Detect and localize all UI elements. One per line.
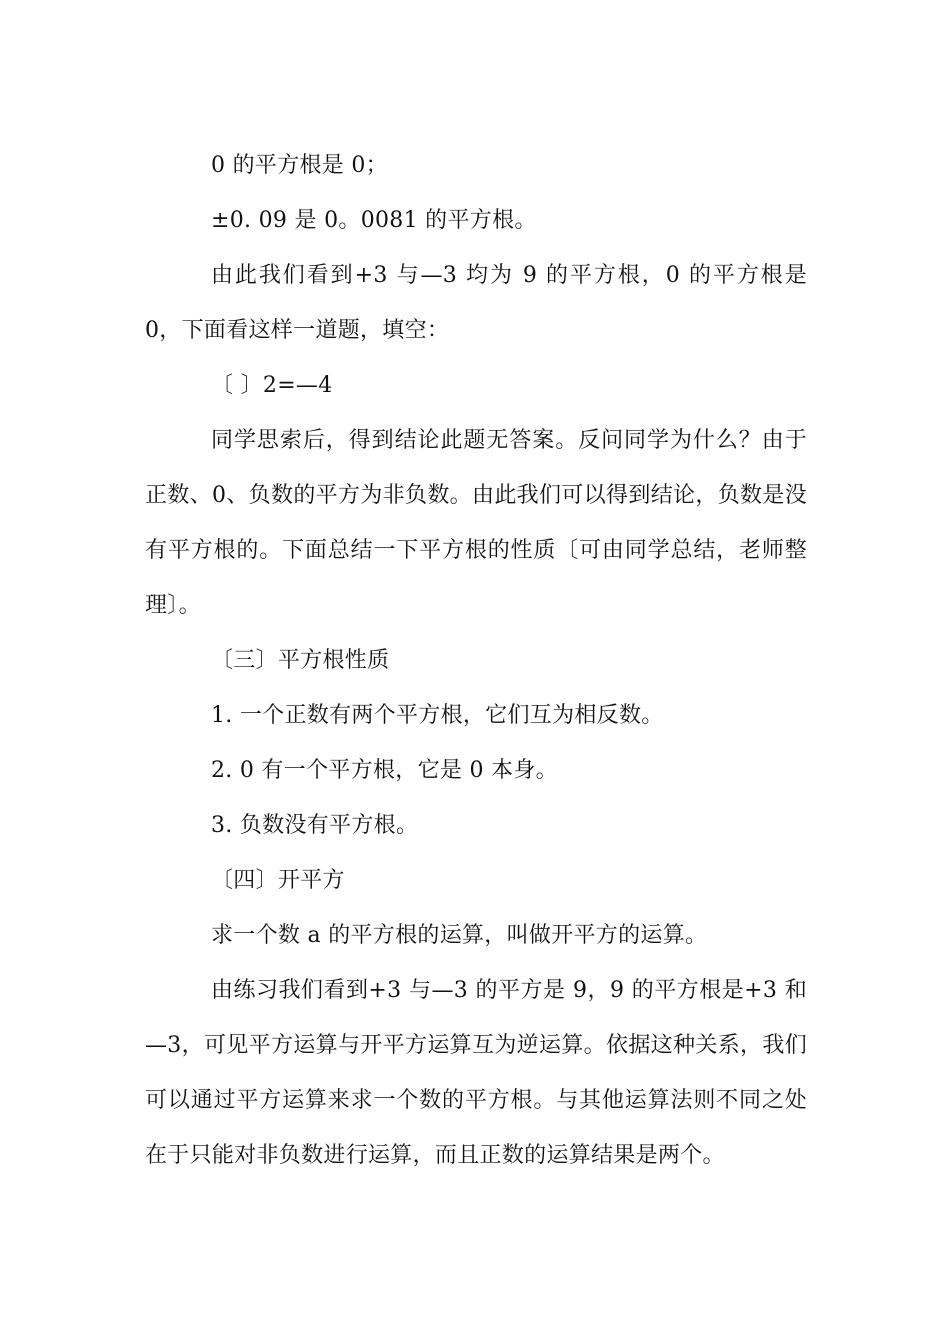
property-item-2: 2. 0 有一个平方根，它是 0 本身。 [211, 758, 558, 783]
section-heading-properties: 〔三〕平方根性质 [211, 648, 390, 673]
paragraph-square-root-of-zero: 0 的平方根是 0； [211, 153, 388, 178]
paragraph-fill-blank: 〔 〕2=—4 [211, 373, 333, 398]
document-body [145, 138, 807, 1183]
paragraph-discussion: 同学思索后，得到结论此题无答案。反问同学为什么？由于正数、0、负数的平方为非负数。由此我们可以得到结论，负数是没有平方根的。下面总结一下平方根的性质〔可由同学总结，老师整理〕。 [145, 428, 807, 618]
paragraph-observation: 由此我们看到+3 与—3 均为 9 的平方根，0 的平方根是 0，下面看这样一道题，填空： [145, 263, 807, 343]
property-item-1: 1. 一个正数有两个平方根，它们互为相反数。 [211, 703, 664, 728]
section-heading-extraction: 〔四〕开平方 [211, 868, 345, 893]
paragraph-definition: 求一个数 a 的平方根的运算，叫做开平方的运算。 [211, 923, 708, 948]
property-item-3: 3. 负数没有平方根。 [211, 813, 419, 838]
paragraph-inverse-operation: 由练习我们看到+3 与—3 的平方是 9，9 的平方根是+3 和—3，可见平方运算与开平方运算互为逆运算。依据这种关系，我们可以通过平方运算来求一个数的平方根。与其他运算法则不同之处在于只能对非负数进行运算，而且正数的运算结果是两个。 [145, 978, 807, 1168]
paragraph-square-root-example: ±0. 09 是 0。0081 的平方根。 [211, 208, 537, 233]
